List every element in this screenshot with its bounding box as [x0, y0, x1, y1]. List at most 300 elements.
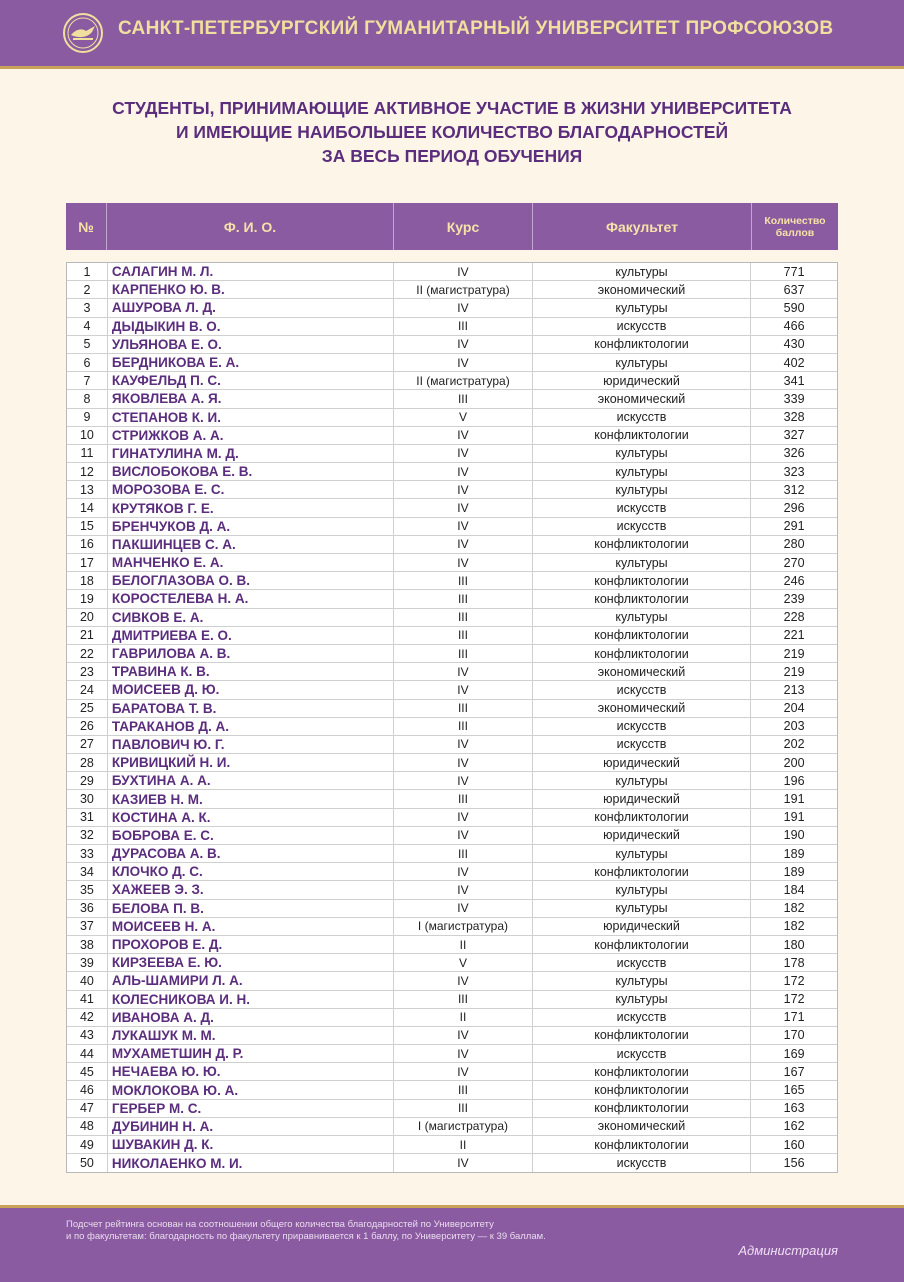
cell-course: IV [394, 299, 533, 316]
cell-name: ГИНАТУЛИНА М. Д. [108, 445, 394, 462]
cell-course: IV [394, 754, 533, 771]
cell-name: ГЕРБЕР М. С. [108, 1100, 394, 1117]
cell-faculty: юридический [533, 372, 751, 389]
cell-faculty: культуры [533, 772, 751, 789]
column-header-score: Количество баллов [764, 214, 826, 239]
cell-number: 8 [67, 390, 108, 407]
cell-faculty: экономический [533, 700, 751, 717]
cell-number: 23 [67, 663, 108, 680]
cell-name: ПАКШИНЦЕВ С. А. [108, 536, 394, 553]
cell-number: 24 [67, 681, 108, 698]
cell-number: 40 [67, 972, 108, 989]
cell-number: 33 [67, 845, 108, 862]
cell-course: IV [394, 1027, 533, 1044]
cell-score: 328 [783, 410, 805, 425]
cell-course: IV [394, 518, 533, 535]
university-emblem-icon [62, 12, 104, 54]
table-row [67, 991, 837, 1009]
table-row [67, 1027, 837, 1045]
cell-name: КЛОЧКО Д. С. [108, 863, 394, 880]
cell-course: IV [394, 536, 533, 553]
cell-score: 466 [783, 319, 805, 334]
cell-number: 26 [67, 718, 108, 735]
cell-score: 339 [783, 391, 805, 406]
cell-faculty: искусств [533, 1009, 751, 1026]
cell-name: ПРОХОРОВ Е. Д. [108, 936, 394, 953]
table-row [67, 827, 837, 845]
cell-score: 323 [783, 464, 805, 479]
page-title [40, 96, 864, 168]
cell-course: V [394, 954, 533, 971]
table-row [67, 1009, 837, 1027]
cell-name: ТАРАКАНОВ Д. А. [108, 718, 394, 735]
cell-faculty: культуры [533, 609, 751, 626]
cell-name: ДУБИНИН Н. А. [108, 1118, 394, 1135]
cell-name: МОКЛОКОВА Ю. А. [108, 1081, 394, 1098]
cell-number: 36 [67, 900, 108, 917]
cell-number: 38 [67, 936, 108, 953]
cell-score: 191 [783, 792, 805, 807]
footnote-line-2: и по факультетам: благодарность по факультету приравнивается к 1 баллу, по Университету — к 39 баллам. [66, 1231, 546, 1242]
cell-faculty: конфликтологии [533, 1081, 751, 1098]
table-row [67, 409, 837, 427]
cell-score: 228 [783, 610, 805, 625]
cell-faculty: конфликтологии [533, 863, 751, 880]
cell-faculty: искусств [533, 499, 751, 516]
cell-number: 17 [67, 554, 108, 571]
cell-faculty: конфликтологии [533, 590, 751, 607]
cell-course: IV [394, 663, 533, 680]
cell-score: 172 [783, 973, 805, 988]
cell-faculty: искусств [533, 518, 751, 535]
cell-course: IV [394, 1063, 533, 1080]
cell-course: IV [394, 463, 533, 480]
table-row [67, 1063, 837, 1081]
cell-faculty: конфликтологии [533, 1136, 751, 1153]
cell-score: 221 [783, 628, 805, 643]
cell-course: III [394, 318, 533, 335]
cell-name: БУХТИНА А. А. [108, 772, 394, 789]
table-row [67, 281, 837, 299]
cell-name: СИВКОВ Е. А. [108, 609, 394, 626]
cell-faculty: культуры [533, 881, 751, 898]
cell-number: 9 [67, 409, 108, 426]
cell-course: III [394, 718, 533, 735]
cell-score: 637 [783, 282, 805, 297]
cell-faculty: культуры [533, 263, 751, 280]
cell-score: 160 [783, 1137, 805, 1152]
table-row [67, 336, 837, 354]
table-row [67, 918, 837, 936]
table-row [67, 972, 837, 990]
table-row [67, 1136, 837, 1154]
table-row [67, 936, 837, 954]
cell-course: III [394, 845, 533, 862]
cell-number: 2 [67, 281, 108, 298]
cell-number: 35 [67, 881, 108, 898]
cell-course: IV [394, 336, 533, 353]
cell-score: 213 [783, 682, 805, 697]
cell-name: АЛЬ-ШАМИРИ Л. А. [108, 972, 394, 989]
cell-number: 22 [67, 645, 108, 662]
cell-number: 15 [67, 518, 108, 535]
cell-course: IV [394, 1045, 533, 1062]
cell-score: 430 [783, 337, 805, 352]
cell-course: III [394, 390, 533, 407]
table-row [67, 772, 837, 790]
cell-number: 49 [67, 1136, 108, 1153]
cell-number: 10 [67, 427, 108, 444]
table-row [67, 590, 837, 608]
cell-name: КОЛЕСНИКОВА И. Н. [108, 991, 394, 1008]
cell-number: 20 [67, 609, 108, 626]
cell-score: 162 [783, 1119, 805, 1134]
table-row [67, 536, 837, 554]
cell-score: 190 [783, 828, 805, 843]
cell-name: ЛУКАШУК М. М. [108, 1027, 394, 1044]
cell-course: III [394, 1100, 533, 1117]
cell-name: НИКОЛАЕНКО М. И. [108, 1154, 394, 1172]
cell-course: IV [394, 1154, 533, 1172]
cell-score: 167 [783, 1064, 805, 1079]
cell-faculty: юридический [533, 918, 751, 935]
table-row [67, 881, 837, 899]
cell-score: 178 [783, 955, 805, 970]
cell-score: 182 [783, 901, 805, 916]
table-row [67, 481, 837, 499]
cell-name: КОРОСТЕЛЕВА Н. А. [108, 590, 394, 607]
cell-faculty: искусств [533, 1154, 751, 1172]
cell-faculty: конфликтологии [533, 336, 751, 353]
cell-number: 32 [67, 827, 108, 844]
table-row [67, 1045, 837, 1063]
cell-name: ВИСЛОБОКОВА Е. В. [108, 463, 394, 480]
cell-number: 27 [67, 736, 108, 753]
table-row [67, 627, 837, 645]
cell-name: БАРАТОВА Т. В. [108, 700, 394, 717]
table-row [67, 354, 837, 372]
cell-course: III [394, 790, 533, 807]
cell-number: 19 [67, 590, 108, 607]
signature: Администрация [738, 1243, 838, 1258]
table-row [67, 372, 837, 390]
cell-name: МОИСЕЕВ Д. Ю. [108, 681, 394, 698]
cell-score: 184 [783, 882, 805, 897]
cell-faculty: искусств [533, 409, 751, 426]
cell-course: IV [394, 554, 533, 571]
cell-faculty: искусств [533, 1045, 751, 1062]
cell-name: АШУРОВА Л. Д. [108, 299, 394, 316]
cell-course: II [394, 1136, 533, 1153]
cell-number: 34 [67, 863, 108, 880]
table-row [67, 445, 837, 463]
title-line-3: ЗА ВЕСЬ ПЕРИОД ОБУЧЕНИЯ [321, 146, 583, 166]
cell-score: 200 [783, 755, 805, 770]
cell-score: 327 [783, 428, 805, 443]
cell-faculty: искусств [533, 681, 751, 698]
cell-number: 1 [67, 263, 108, 280]
cell-score: 163 [783, 1101, 805, 1116]
cell-faculty: искусств [533, 318, 751, 335]
column-header-name: Ф. И. О. [107, 203, 394, 250]
cell-faculty: культуры [533, 354, 751, 371]
cell-course: IV [394, 427, 533, 444]
cell-score: 169 [783, 1046, 805, 1061]
table-row [67, 1118, 837, 1136]
cell-score: 590 [783, 300, 805, 315]
cell-score: 156 [783, 1156, 805, 1171]
cell-number: 5 [67, 336, 108, 353]
cell-name: КРУТЯКОВ Г. Е. [108, 499, 394, 516]
cell-name: САЛАГИН М. Л. [108, 263, 394, 280]
cell-course: IV [394, 772, 533, 789]
cell-number: 18 [67, 572, 108, 589]
cell-number: 39 [67, 954, 108, 971]
cell-name: КАЗИЕВ Н. М. [108, 790, 394, 807]
cell-faculty: конфликтологии [533, 645, 751, 662]
cell-score: 196 [783, 773, 805, 788]
cell-faculty: конфликтологии [533, 627, 751, 644]
table-row [67, 900, 837, 918]
cell-number: 3 [67, 299, 108, 316]
cell-course: IV [394, 445, 533, 462]
table-row [67, 736, 837, 754]
cell-faculty: культуры [533, 554, 751, 571]
cell-score: 312 [783, 482, 805, 497]
cell-course: IV [394, 863, 533, 880]
cell-course: IV [394, 681, 533, 698]
table-row [67, 572, 837, 590]
cell-name: КИРЗЕЕВА Е. Ю. [108, 954, 394, 971]
cell-score: 219 [783, 646, 805, 661]
table-row [67, 790, 837, 808]
cell-number: 37 [67, 918, 108, 935]
cell-course: III [394, 645, 533, 662]
cell-name: ИВАНОВА А. Д. [108, 1009, 394, 1026]
cell-number: 29 [67, 772, 108, 789]
cell-course: II (магистратура) [394, 281, 533, 298]
cell-score: 165 [783, 1083, 805, 1098]
cell-name: КРИВИЦКИЙ Н. И. [108, 754, 394, 771]
rating-table [66, 262, 838, 1173]
cell-score: 191 [783, 810, 805, 825]
cell-course: III [394, 627, 533, 644]
cell-name: СТРИЖКОВ А. А. [108, 427, 394, 444]
cell-faculty: конфликтологии [533, 1063, 751, 1080]
cell-score: 189 [783, 846, 805, 861]
cell-number: 16 [67, 536, 108, 553]
cell-score: 771 [783, 264, 805, 279]
cell-score: 182 [783, 919, 805, 934]
cell-name: ДУРАСОВА А. В. [108, 845, 394, 862]
cell-number: 25 [67, 700, 108, 717]
table-row [67, 809, 837, 827]
table-row [67, 518, 837, 536]
table-row [67, 663, 837, 681]
cell-faculty: культуры [533, 299, 751, 316]
cell-faculty: культуры [533, 845, 751, 862]
cell-number: 50 [67, 1154, 108, 1172]
cell-course: IV [394, 827, 533, 844]
cell-score: 180 [783, 937, 805, 952]
cell-course: IV [394, 809, 533, 826]
cell-faculty: культуры [533, 463, 751, 480]
title-line-1: СТУДЕНТЫ, ПРИНИМАЮЩИЕ АКТИВНОЕ УЧАСТИЕ В ЖИЗНИ УНИВЕРСИТЕТА [112, 98, 792, 118]
cell-number: 45 [67, 1063, 108, 1080]
cell-name: ГАВРИЛОВА А. В. [108, 645, 394, 662]
table-row [67, 318, 837, 336]
cell-name: КОСТИНА А. К. [108, 809, 394, 826]
cell-score: 270 [783, 555, 805, 570]
cell-name: ЯКОВЛЕВА А. Я. [108, 390, 394, 407]
cell-score: 296 [783, 501, 805, 516]
cell-number: 13 [67, 481, 108, 498]
cell-faculty: конфликтологии [533, 427, 751, 444]
cell-number: 46 [67, 1081, 108, 1098]
cell-name: УЛЬЯНОВА Е. О. [108, 336, 394, 353]
cell-course: IV [394, 354, 533, 371]
cell-name: ДМИТРИЕВА Е. О. [108, 627, 394, 644]
cell-course: IV [394, 972, 533, 989]
cell-course: III [394, 572, 533, 589]
table-row [67, 681, 837, 699]
cell-name: БЕРДНИКОВА Е. А. [108, 354, 394, 371]
cell-name: ШУВАКИН Д. К. [108, 1136, 394, 1153]
cell-faculty: культуры [533, 445, 751, 462]
cell-score: 326 [783, 446, 805, 461]
cell-number: 21 [67, 627, 108, 644]
column-header-number: № [66, 203, 107, 250]
footnote [66, 1219, 666, 1243]
cell-course: I (магистратура) [394, 918, 533, 935]
cell-name: МОИСЕЕВ Н. А. [108, 918, 394, 935]
cell-name: ДЫДЫКИН В. О. [108, 318, 394, 335]
cell-faculty: конфликтологии [533, 536, 751, 553]
cell-faculty: юридический [533, 754, 751, 771]
cell-score: 280 [783, 537, 805, 552]
cell-faculty: культуры [533, 972, 751, 989]
cell-faculty: конфликтологии [533, 1027, 751, 1044]
cell-score: 171 [783, 1010, 805, 1025]
cell-name: БЕЛОВА П. В. [108, 900, 394, 917]
cell-name: БОБРОВА Е. С. [108, 827, 394, 844]
cell-course: IV [394, 736, 533, 753]
cell-faculty: экономический [533, 663, 751, 680]
cell-name: МУХАМЕТШИН Д. Р. [108, 1045, 394, 1062]
table-row [67, 845, 837, 863]
cell-faculty: конфликтологии [533, 1100, 751, 1117]
cell-faculty: искусств [533, 736, 751, 753]
cell-name: БРЕНЧУКОВ Д. А. [108, 518, 394, 535]
cell-name: МАНЧЕНКО Е. А. [108, 554, 394, 571]
table-row [67, 645, 837, 663]
cell-faculty: культуры [533, 481, 751, 498]
cell-score: 246 [783, 573, 805, 588]
cell-course: II [394, 936, 533, 953]
cell-course: III [394, 991, 533, 1008]
cell-name: СТЕПАНОВ К. И. [108, 409, 394, 426]
cell-name: ТРАВИНА К. В. [108, 663, 394, 680]
table-row [67, 700, 837, 718]
cell-number: 31 [67, 809, 108, 826]
cell-score: 172 [783, 992, 805, 1007]
table-row [67, 718, 837, 736]
table-row [67, 609, 837, 627]
table-row [67, 863, 837, 881]
cell-score: 189 [783, 864, 805, 879]
column-header-course: Курс [394, 203, 533, 250]
header-band [0, 0, 904, 69]
cell-course: IV [394, 881, 533, 898]
cell-course: IV [394, 900, 533, 917]
cell-faculty: экономический [533, 281, 751, 298]
table-row [67, 1100, 837, 1118]
table-row [67, 499, 837, 517]
cell-name: МОРОЗОВА Е. С. [108, 481, 394, 498]
cell-course: IV [394, 499, 533, 516]
cell-score: 402 [783, 355, 805, 370]
table-row [67, 1154, 837, 1172]
cell-course: II [394, 1009, 533, 1026]
table-row [67, 554, 837, 572]
cell-faculty: конфликтологии [533, 809, 751, 826]
title-line-2: И ИМЕЮЩИЕ НАИБОЛЬШЕЕ КОЛИЧЕСТВО БЛАГОДАРНОСТЕЙ [175, 122, 729, 142]
table-header [66, 203, 838, 250]
table-row [67, 299, 837, 317]
cell-course: III [394, 1081, 533, 1098]
cell-course: III [394, 609, 533, 626]
cell-course: IV [394, 481, 533, 498]
footnote-line-1: Подсчет рейтинга основан на соотношении общего количества благодарностей по Университету [66, 1219, 494, 1230]
table-row [67, 390, 837, 408]
table-row [67, 1081, 837, 1099]
column-header-faculty: Факультет [533, 203, 752, 250]
cell-faculty: культуры [533, 900, 751, 917]
cell-score: 291 [783, 519, 805, 534]
cell-name: БЕЛОГЛАЗОВА О. В. [108, 572, 394, 589]
cell-number: 7 [67, 372, 108, 389]
cell-number: 48 [67, 1118, 108, 1135]
cell-number: 4 [67, 318, 108, 335]
cell-score: 204 [783, 701, 805, 716]
table-row [67, 463, 837, 481]
cell-number: 14 [67, 499, 108, 516]
cell-number: 28 [67, 754, 108, 771]
cell-name: НЕЧАЕВА Ю. Ю. [108, 1063, 394, 1080]
cell-name: ХАЖЕЕВ Э. З. [108, 881, 394, 898]
cell-faculty: юридический [533, 790, 751, 807]
table-row [67, 954, 837, 972]
cell-score: 170 [783, 1028, 805, 1043]
cell-number: 12 [67, 463, 108, 480]
cell-number: 44 [67, 1045, 108, 1062]
cell-faculty: экономический [533, 1118, 751, 1135]
table-row [67, 754, 837, 772]
cell-score: 239 [783, 591, 805, 606]
cell-name: КАУФЕЛЬД П. С. [108, 372, 394, 389]
cell-faculty: конфликтологии [533, 936, 751, 953]
cell-course: III [394, 700, 533, 717]
cell-number: 42 [67, 1009, 108, 1026]
cell-faculty: экономический [533, 390, 751, 407]
table-row [67, 263, 837, 281]
cell-number: 41 [67, 991, 108, 1008]
table-row [67, 427, 837, 445]
cell-course: IV [394, 263, 533, 280]
university-name: САНКТ-ПЕТЕРБУРГСКИЙ ГУМАНИТАРНЫЙ УНИВЕРСИТЕТ ПРОФСОЮЗОВ [118, 18, 834, 39]
cell-score: 219 [783, 664, 805, 679]
cell-score: 202 [783, 737, 805, 752]
